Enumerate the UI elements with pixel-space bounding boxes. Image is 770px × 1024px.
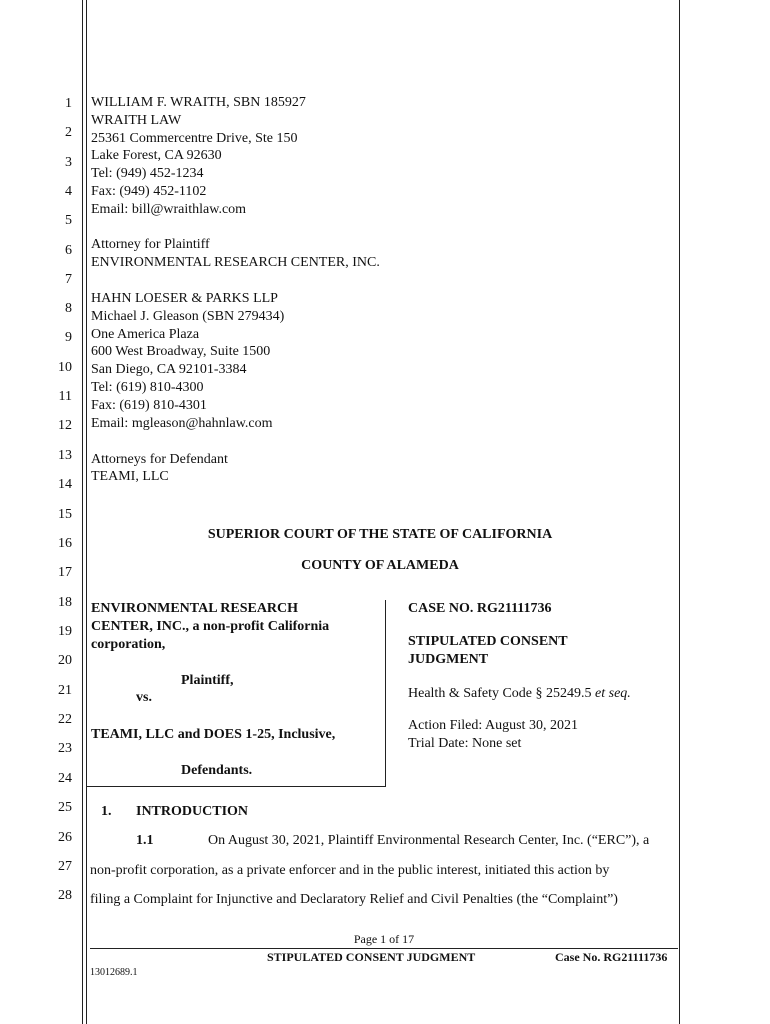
left-margin-rule <box>82 0 83 1024</box>
case-number: CASE NO. RG21111736 <box>408 601 552 616</box>
right-margin-rule <box>679 0 680 1024</box>
document-title: JUDGMENT <box>408 652 489 667</box>
versus: vs. <box>136 690 152 705</box>
line-number: 1 <box>65 96 72 111</box>
document-title: STIPULATED CONSENT <box>408 634 568 649</box>
address-line: San Diego, CA 92101-3384 <box>91 362 247 377</box>
line-number: 3 <box>65 155 72 170</box>
client-name: TEAMI, LLC <box>91 469 169 484</box>
line-number: 7 <box>65 272 72 287</box>
line-number: 23 <box>58 741 72 756</box>
line-number: 22 <box>58 712 72 727</box>
plaintiff-label: Plaintiff, <box>181 673 234 688</box>
telephone: Tel: (949) 452-1234 <box>91 166 204 181</box>
document-id: 13012689.1 <box>90 967 138 978</box>
line-number: 16 <box>58 536 72 551</box>
action-filed: Action Filed: August 30, 2021 <box>408 718 578 733</box>
attorney-name: WILLIAM F. WRAITH, SBN 185927 <box>91 95 306 110</box>
law-firm: HAHN LOESER & PARKS LLP <box>91 291 278 306</box>
email: Email: bill@wraithlaw.com <box>91 202 247 217</box>
line-number: 15 <box>58 507 72 522</box>
trial-date: Trial Date: None set <box>408 736 522 751</box>
attorney-role: Attorney for Plaintiff <box>91 237 210 252</box>
page-indicator: Page 1 of 17 <box>353 932 415 946</box>
left-margin-rule-inner <box>86 0 87 1024</box>
address-line: One America Plaza <box>91 327 200 342</box>
address-line: Lake Forest, CA 92630 <box>91 148 222 163</box>
line-number: 6 <box>65 243 72 258</box>
paragraph-number: 1.1 <box>136 833 154 848</box>
line-number: 19 <box>58 624 72 639</box>
line-number: 10 <box>58 360 72 375</box>
court-name: SUPERIOR COURT OF THE STATE OF CALIFORNIA <box>207 527 553 542</box>
line-number: 21 <box>58 683 72 698</box>
plaintiff-name: corporation, <box>91 637 166 652</box>
email: Email: mgleason@hahnlaw.com <box>91 416 273 431</box>
line-number: 8 <box>65 301 72 316</box>
section-number: 1. <box>101 804 112 819</box>
telephone: Tel: (619) 810-4300 <box>91 380 204 395</box>
footer-title: STIPULATED CONSENT JUDGMENT <box>267 950 476 964</box>
line-number: 9 <box>65 330 72 345</box>
plaintiff-name: CENTER, INC., a non-profit California <box>91 619 330 634</box>
section-title: INTRODUCTION <box>136 804 249 819</box>
line-number: 13 <box>58 448 72 463</box>
address-line: 600 West Broadway, Suite 1500 <box>91 344 271 359</box>
address-line: 25361 Commercentre Drive, Ste 150 <box>91 131 298 146</box>
attorney-role: Attorneys for Defendant <box>91 452 228 467</box>
defendant-name: TEAMI, LLC and DOES 1-25, Inclusive, <box>91 727 336 742</box>
footer-case-number: Case No. RG21111736 <box>555 950 668 964</box>
law-firm: WRAITH LAW <box>91 113 182 128</box>
line-number: 24 <box>58 771 72 786</box>
code-reference-italic: et seq. <box>595 686 631 701</box>
line-number: 25 <box>58 800 72 815</box>
line-number: 5 <box>65 213 72 228</box>
fax: Fax: (949) 452-1102 <box>91 184 207 199</box>
line-number: 14 <box>58 477 72 492</box>
attorney-name: Michael J. Gleason (SBN 279434) <box>91 309 285 324</box>
line-number: 20 <box>58 653 72 668</box>
client-name: ENVIRONMENTAL RESEARCH CENTER, INC. <box>91 255 380 270</box>
line-number: 27 <box>58 859 72 874</box>
line-number: 2 <box>65 125 72 140</box>
line-number: 18 <box>58 595 72 610</box>
body-line: On August 30, 2021, Plaintiff Environmental Research Center, Inc. (“ERC”), a <box>208 833 650 848</box>
line-number: 28 <box>58 888 72 903</box>
code-reference-text: Health & Safety Code § 25249.5 <box>408 686 592 701</box>
body-line: filing a Complaint for Injunctive and Declaratory Relief and Civil Penalties (the “Complaint”) <box>90 892 618 907</box>
line-number: 17 <box>58 565 72 580</box>
line-number: 4 <box>65 184 72 199</box>
code-reference <box>408 685 631 703</box>
body-line: non-profit corporation, as a private enforcer and in the public interest, initiated this action by <box>90 863 610 878</box>
defendant-label: Defendants. <box>181 763 253 778</box>
line-number: 12 <box>58 418 72 433</box>
plaintiff-name: ENVIRONMENTAL RESEARCH <box>91 601 299 616</box>
court-county: COUNTY OF ALAMEDA <box>301 558 459 573</box>
line-number: 11 <box>58 389 72 404</box>
line-number: 26 <box>58 830 72 845</box>
fax: Fax: (619) 810-4301 <box>91 398 207 413</box>
